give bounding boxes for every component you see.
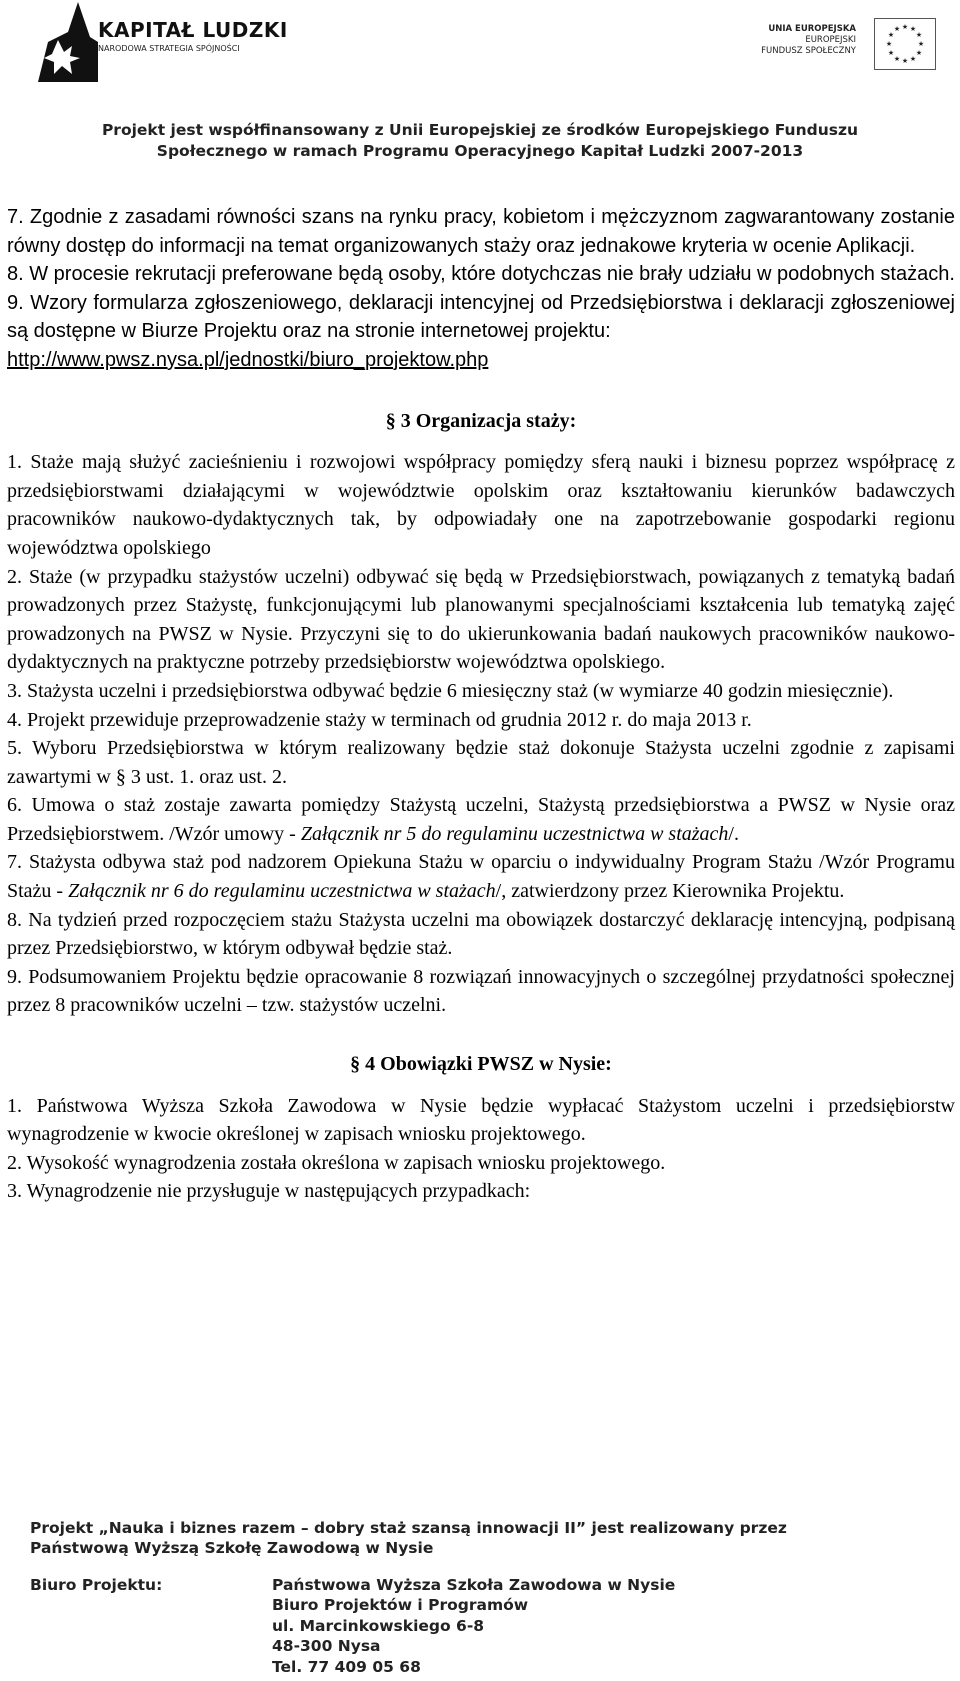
office-line: Biuro Projektów i Programów xyxy=(272,1596,529,1615)
svg-text:★: ★ xyxy=(893,25,901,33)
kapital-ludzki-logo xyxy=(38,2,298,82)
item-text: /, zatwierdzony przez Kierownika Projektu. xyxy=(495,880,845,903)
section-heading-3: § 3 Organizacja staży: xyxy=(385,409,577,432)
kapital-ludzki-emblem-icon xyxy=(38,2,98,82)
list-item: 1. Staże mają służyć zacieśnieniu i rozwojowi współpracy pomiędzy sferą nauki i biznesu poprzez współpracę z przedsiębiorstwami działającymi w województwie opolskim oraz kształtowaniu kierunków badawczych pracowników naukowo-dydaktycznych tak, by odpowiadały one na zapotrzebowanie gospodarki regionu województwa opolskiego xyxy=(7,451,955,559)
svg-text:★: ★ xyxy=(909,55,917,63)
svg-text:★: ★ xyxy=(893,55,901,63)
cofinancing-line1: Projekt jest współfinansowany z Unii Europejskiej ze środków Europejskiego Funduszu xyxy=(101,121,859,139)
list-item: 8. Na tydzień przed rozpoczęciem stażu Stażysta uczelni ma obowiązek dostarczyć deklarację intencyjną, podpisaną przez Przedsiębiorstwo, w którym odbywał będzie staż. xyxy=(7,908,955,960)
office-phone: Tel. 77 409 05 68 xyxy=(272,1657,421,1676)
office-line: 48-300 Nysa xyxy=(272,1637,381,1656)
office-line: Państwowa Wyższa Szkoła Zawodowa w Nysie xyxy=(272,1576,676,1594)
svg-text:★: ★ xyxy=(915,49,923,57)
office-line: ul. Marcinkowskiego 6-8 xyxy=(272,1616,485,1635)
footer-line2: Państwową Wyższą Szkołę Zawodową w Nysie xyxy=(30,1539,434,1557)
list-item: 3. Stażysta uczelni i przedsiębiorstwa odbywać będzie 6 miesięczny staż (w wymiarze 40 godzin miesięcznie). xyxy=(7,679,894,702)
svg-text:★: ★ xyxy=(901,23,909,31)
list-item xyxy=(7,848,955,905)
logo-title: KAPITAŁ LUDZKI xyxy=(98,18,288,42)
eu-logo-line1: UNIA EUROPEJSKA xyxy=(768,24,856,34)
footer-line1: Projekt „Nauka i biznes razem – dobry staż szansą innowacji II” jest realizowany przez xyxy=(30,1519,787,1537)
list-item: 2. Wysokość wynagrodzenia została określona w zapisach wniosku projektowego. xyxy=(7,1151,666,1174)
office-label: Biuro Projektu: xyxy=(30,1576,163,1594)
section-heading-4: § 4 Obowiązki PWSZ w Nysie: xyxy=(350,1053,612,1076)
document-body xyxy=(7,203,955,1206)
svg-text:★: ★ xyxy=(887,31,895,39)
attachment-reference: Załącznik nr 6 do regulaminu uczestnictwa w stażach xyxy=(68,880,496,903)
project-url-link[interactable]: http://www.pwsz.nysa.pl/jednostki/biuro_projektow.php xyxy=(7,348,489,371)
item-text: /. xyxy=(728,822,739,845)
list-item: 7. Zgodnie z zasadami równości szans na rynku pracy, kobietom i mężczyznom zagwarantowany zostanie równy dostęp do informacji na temat organizowanych staży oraz jednakowe kryteria w ocenie Aplikacji. xyxy=(7,206,955,257)
eu-logo xyxy=(732,18,936,78)
eu-logo-line3: FUNDUSZ SPOŁECZNY xyxy=(761,46,856,56)
cofinancing-note xyxy=(0,120,960,162)
list-item: 9. Wzory formularza zgłoszeniowego, deklaracji intencyjnej od Przedsiębiorstwa i deklaracji zgłoszeniowej są dostępne w Biurze Projektu oraz na stronie internetowej projektu: xyxy=(7,291,955,343)
cofinancing-line2: Społecznego w ramach Programu Operacyjnego Kapitał Ludzki 2007-2013 xyxy=(156,142,804,160)
item-text: 6. Umowa o staż zostaje zawarta pomiędzy Stażystą uczelni, Stażystą przedsiębiorstwa a PWSZ w Nysie oraz Przedsiębiorstwem. /Wzór umowy - xyxy=(7,794,955,845)
eu-logo-line2: EUROPEJSKI xyxy=(805,35,856,45)
list-item xyxy=(7,791,955,848)
eu-flag-icon xyxy=(874,18,936,70)
svg-text:★: ★ xyxy=(915,31,923,39)
list-item: 3. Wynagrodzenie nie przysługuje w następujących przypadkach: xyxy=(7,1180,531,1203)
logo-subtitle: NARODOWA STRATEGIA SPÓJNOŚCI xyxy=(98,44,240,53)
office-address xyxy=(272,1575,675,1677)
list-item: 5. Wyboru Przedsiębiorstwa w którym realizowany będzie staż dokonuje Stażysta uczelni zgodnie z zapisami zawartymi w § 3 ust. 1. oraz ust. 2. xyxy=(7,737,955,788)
list-item: 8. W procesie rekrutacji preferowane będą osoby, które dotychczas nie brały udziału w podobnych stażach. xyxy=(7,263,955,286)
item-text: 7. Stażysta odbywa staż pod nadzorem Opiekuna Stażu w oparciu o indywidualny Program Stażu /Wzór Programu Stażu - xyxy=(7,851,955,903)
list-item: 2. Staże (w przypadku stażystów uczelni) odbywać się będą w Przedsiębiorstwach, powiązanych z tematyką badań prowadzonych przez Stażystę, funkcjonującymi lub planowanymi specjalnościami kształcenia lub tematyką zajęć prowadzonych na PWSZ w Nysie. Przyczyni się to do ukierunkowania badań naukowych pracowników naukowo-dydaktycznych na praktyczne potrzeby przedsiębiorstw województwa opolskiego. xyxy=(7,565,955,674)
svg-text:★: ★ xyxy=(909,25,917,33)
list-item: 1. Państwowa Wyższa Szkoła Zawodowa w Nysie będzie wypłacać Stażystom uczelni i przedsiębiorstw wynagrodzenie w kwocie określonej w zapisach wniosku projektowego. xyxy=(7,1094,955,1146)
svg-text:★: ★ xyxy=(917,40,925,48)
svg-text:★: ★ xyxy=(887,49,895,57)
list-item: 9. Podsumowaniem Projektu będzie opracowanie 8 rozwiązań innowacyjnych o szczególnej przydatności społecznej przez 8 pracowników uczelni – tzw. stażystów uczelni. xyxy=(7,965,955,1017)
footer-project-note xyxy=(30,1518,930,1558)
list-item: 4. Projekt przewiduje przeprowadzenie staży w terminach od grudnia 2012 r. do maja 2013 r. xyxy=(7,708,752,731)
svg-text:★: ★ xyxy=(885,40,893,48)
attachment-reference: Załącznik nr 5 do regulaminu uczestnictwa w stażach xyxy=(300,822,729,845)
svg-text:★: ★ xyxy=(901,57,909,65)
